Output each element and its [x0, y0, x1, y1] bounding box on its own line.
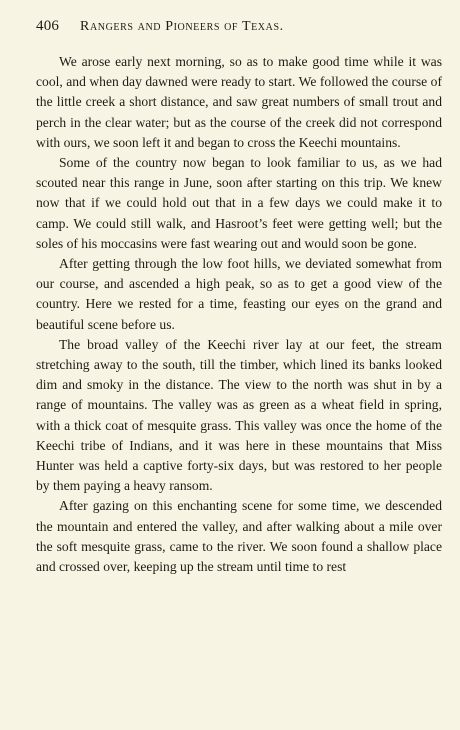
paragraph: The broad valley of the Keechi river lay at our feet, the stream stretching away to the south, till the timber, which lined its banks looked dim and smoky in the distance. The view to the north was shut in by a range of mountains. The valley was as green as a wheat field in spring, with a thick coat of mesquite grass. This valley was once the home of the Keechi tribe of Indians, and it was here in these mountains that Miss Hunter was held a captive forty-six days, but was restored to her people by them paying a heavy ransom. [36, 336, 442, 494]
paragraph: After getting through the low foot hills, we deviated somewhat from our course, and ascended a high peak, so as to get a good view of the country. Here we rested for a time, feasting our eyes on the grand and beautiful scene before us. [36, 256, 442, 332]
paragraph: We arose early next morning, so as to make good time while it was cool, and when day dawned were ready to start. We followed the course of the little creek a short distance, and saw great numbers of small trout and perch in the clear water; but as the course of the creek did not correspond with ours, we soon left it and began to cross the Keechi mountains. [36, 54, 442, 150]
running-title: Rangers and Pioneers of Texas. [80, 19, 284, 34]
paragraph: After gazing on this enchanting scene for some time, we descended the mountain and entered the valley, and after walking about a mile over the soft mesquite grass, came to the river. We soon found a shallow place and crossed over, keeping up the stream until time to rest [36, 498, 442, 575]
book-page [36, 18, 442, 577]
page-number: 406 [36, 18, 60, 34]
body-text [36, 52, 442, 577]
paragraph: Some of the country now began to look familiar to us, as we had scouted near this range in June, soon after starting on this trip. We knew now that if we could hold out that in a few days we could make it to camp. We could still walk, and Hasroot’s feet were getting well; but the soles of his moccasins were fast wearing out and would soon be gone. [36, 155, 442, 251]
page-header [36, 18, 442, 42]
